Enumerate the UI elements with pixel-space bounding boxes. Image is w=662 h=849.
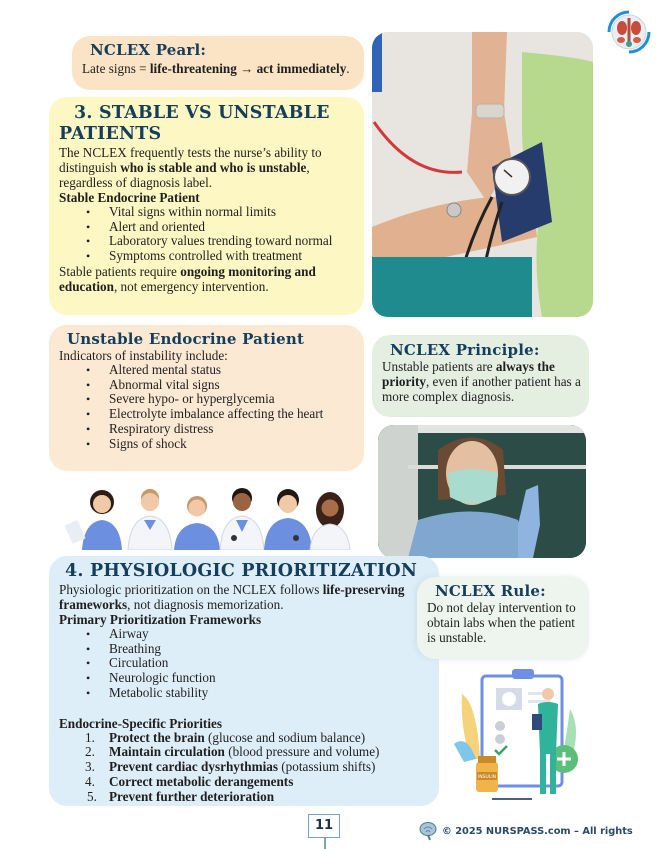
healthcare-team-icon [62, 480, 362, 550]
section4-title: 4. PHYSIOLOGIC PRIORITIZATION [65, 561, 418, 581]
copyright-footer [418, 821, 633, 841]
nclex-rule-callout [417, 577, 589, 659]
item-bold: Prevent further deterioration [109, 788, 275, 804]
principle-text-part: Unstable patients are [382, 359, 496, 374]
item-number: 4. [85, 773, 95, 789]
item-bold: Maintain circulation [109, 744, 225, 760]
section3-closing-part: Stable patients require [59, 263, 181, 279]
unstable-intro: Indicators of instability include: [59, 348, 228, 363]
list-item: • Breathing [109, 642, 431, 657]
list-item [85, 773, 431, 790]
unstable-title: Unstable Endocrine Patient [67, 330, 305, 348]
list-item: • Neurologic function [109, 671, 431, 686]
clipboard-illustration [452, 664, 584, 806]
section4-intro-part: Physiologic prioritization on the NCLEX follows [59, 582, 323, 597]
pearl-text-bold: life-threatening → act immediately [149, 61, 347, 76]
section4-intro [59, 582, 421, 612]
section3-title [59, 103, 356, 145]
section4-intro-bold: life-preserving frameworks [59, 582, 405, 612]
item-bold: Protect the brain [109, 729, 205, 745]
section3-closing [59, 264, 356, 294]
endocrine-logo-icon [603, 6, 655, 58]
masked-nurse-photo-icon [378, 425, 586, 558]
rule-text: Do not delay intervention to obtain labs when the patient is unstable. [427, 600, 576, 645]
masked-nurse-photo [378, 425, 586, 558]
list-item: • Metabolic stability [109, 686, 431, 701]
copyright-text: © 2025 NURSPASS.com – All rights [442, 825, 633, 837]
list-item: • Airway [109, 627, 431, 642]
item-rest: (potassium shifts) [277, 759, 376, 775]
list-item: • Abnormal vital signs [109, 378, 356, 393]
pearl-text-end: . [346, 61, 350, 76]
list-item: • Signs of shock [109, 437, 356, 452]
principle-title: NCLEX Principle: [390, 341, 540, 359]
item-number: 2. [85, 744, 95, 760]
insulin-label: INSULIN [477, 775, 497, 780]
list-item: • Laboratory values trending toward normal [109, 234, 356, 249]
section3-intro [59, 145, 356, 190]
frameworks-list [59, 627, 431, 701]
list-item: • Respiratory distress [109, 422, 356, 437]
page-number: 11 [308, 814, 340, 838]
principle-text-bold: always the priority [382, 359, 555, 389]
blood-pressure-photo-icon [372, 32, 593, 317]
list-item: • Symptoms controlled with treatment [109, 249, 356, 264]
pearl-text-part: Late signs = [82, 61, 150, 76]
list-item: • Circulation [109, 656, 431, 671]
list-item: • Electrolyte imbalance affecting the heart [109, 407, 356, 422]
nclex-principle-callout [372, 335, 589, 417]
nurspass-brain-logo-icon [418, 821, 438, 841]
instability-indicators-list [59, 363, 356, 451]
healthcare-team-illustration [62, 480, 362, 550]
list-item: • Severe hypo- or hyperglycemia [109, 392, 356, 407]
clipboard-insulin-icon [452, 664, 584, 806]
pearl-text [82, 61, 364, 76]
page-number-stem [324, 838, 326, 849]
item-number: 5. [87, 788, 97, 804]
item-bold: Correct metabolic derangements [109, 773, 294, 789]
stable-patient-heading: Stable Endocrine Patient [59, 190, 200, 205]
list-item: • Alert and oriented [109, 220, 356, 235]
blood-pressure-photo [372, 32, 593, 317]
list-item [85, 759, 431, 775]
list-item [85, 729, 431, 746]
section3-closing-end: , not emergency intervention. [113, 278, 269, 294]
item-number: 3. [85, 759, 95, 775]
endocrine-priorities-heading: Endocrine-Specific Priorities [59, 715, 222, 731]
list-item [87, 788, 431, 805]
list-item: • Vital signs within normal limits [109, 205, 356, 220]
section-stable-vs-unstable [49, 97, 364, 315]
rule-title: NCLEX Rule: [435, 582, 546, 600]
section4-intro-end: , not diagnosis memorization. [127, 597, 284, 612]
endocrine-logo [603, 6, 655, 58]
list-item [85, 744, 431, 760]
item-rest: (glucose and sodium balance) [204, 729, 366, 745]
section3-title-line2: PATIENTS [59, 124, 162, 144]
section3-intro-part: The NCLEX frequently tests the nurse’s ability to distinguish [59, 145, 322, 175]
stable-criteria-list [59, 205, 356, 264]
unstable-patient-card [49, 325, 364, 471]
pearl-title: NCLEX Pearl: [90, 41, 207, 59]
section3-intro-end: , regardless of diagnosis label. [59, 160, 310, 190]
item-rest: (blood pressure and volume) [224, 744, 380, 760]
principle-text [382, 359, 581, 404]
item-bold: Prevent cardiac dysrhythmias [109, 759, 278, 775]
endocrine-priorities-list [59, 731, 431, 805]
list-item: • Altered mental status [109, 363, 356, 378]
section3-intro-bold: who is stable and who is unstable [120, 160, 307, 175]
frameworks-heading: Primary Prioritization Frameworks [59, 612, 262, 627]
section3-title-line1: 3. STABLE VS UNSTABLE [74, 103, 330, 123]
principle-text-end: , even if another patient has a more complex diagnosis. [382, 374, 581, 404]
item-number: 1. [85, 729, 95, 745]
nclex-pearl-callout [72, 36, 364, 90]
section3-closing-bold: ongoing monitoring and education [59, 263, 316, 294]
section-physiologic-prioritization [49, 556, 439, 806]
